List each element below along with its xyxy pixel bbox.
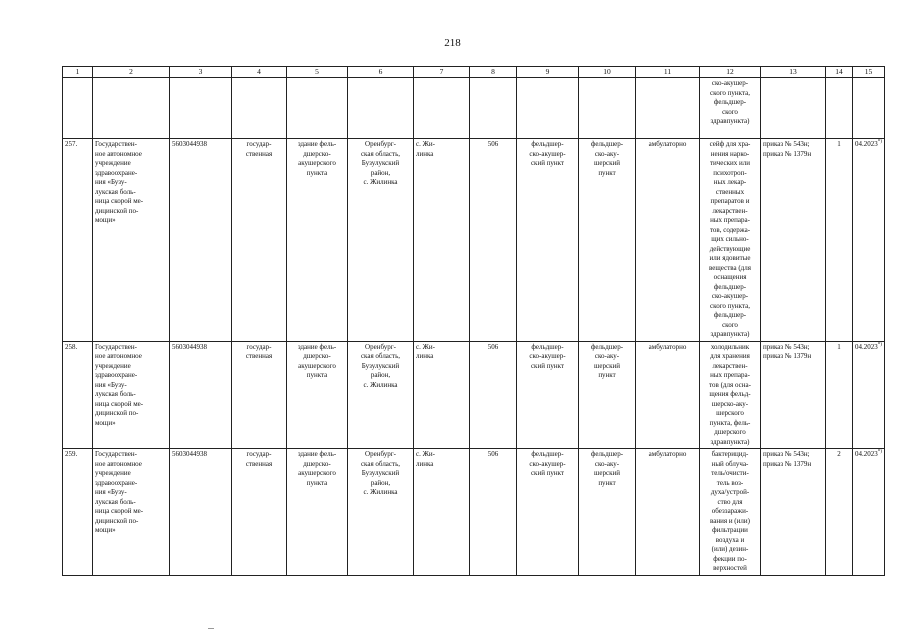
quantity-cell: 1	[826, 139, 853, 342]
ownership-cell: государ- ственная	[232, 341, 287, 449]
cell	[853, 78, 885, 139]
order-cell: приказ № 543н; приказ № 1379н	[761, 449, 826, 576]
inn-cell: 5603044938	[170, 341, 232, 449]
table-row	[63, 341, 885, 449]
footnote-mark: *)	[877, 139, 882, 145]
column-number: 14	[826, 67, 853, 78]
footnote-mark: *)	[877, 449, 882, 455]
quantity-cell: 1	[826, 341, 853, 449]
cell	[470, 78, 517, 139]
column-number: 6	[348, 67, 414, 78]
address-cell: Оренбург- ская область, Бузулукский район, с. Жилинка	[348, 341, 414, 449]
locality-cell: с. Жи- линка	[414, 341, 470, 449]
organization-cell: Государствен- ное автономное учреждение здравоохране- ния «Бузу- лукская боль- ница скорой ме- дицинской по- мощи»	[93, 341, 170, 449]
column-number: 9	[517, 67, 579, 78]
address-cell: Оренбург- ская область, Бузулукский район, с. Жилинка	[348, 139, 414, 342]
row-number-cell: 259.	[63, 449, 93, 576]
column-number: 5	[287, 67, 348, 78]
code-cell: 506	[470, 449, 517, 576]
building-cell: здание фель- дшерско- акушерского пункта	[287, 449, 348, 576]
unit-name-cell: фельдшер- ско-аку- шерский пункт	[579, 449, 636, 576]
equipment-cell: бактерицид- ный облуча- тель/очисти- тель воз- духа/устрой- ство для обеззаражи- вания и (или) фильтрации воздуха и (или) дезин- фекции по- верхностей	[700, 449, 761, 576]
unit-name-cell: фельдшер- ско-аку- шерский пункт	[579, 139, 636, 342]
unit-type-cell: фельдшер- ско-акушер- ский пункт	[517, 139, 579, 342]
cell	[287, 78, 348, 139]
column-number: 12	[700, 67, 761, 78]
page-number: 218	[444, 37, 461, 49]
care-form-cell: амбулаторно	[636, 341, 700, 449]
cell	[93, 78, 170, 139]
column-number: 8	[470, 67, 517, 78]
cell	[517, 78, 579, 139]
address-cell: Оренбург- ская область, Бузулукский район, с. Жилинка	[348, 449, 414, 576]
cell	[170, 78, 232, 139]
table-row	[63, 139, 885, 342]
inn-cell: 5603044938	[170, 449, 232, 576]
cell	[826, 78, 853, 139]
date-value: 04.2023	[855, 140, 878, 148]
equipment-continuation-cell: ско-акушер- ского пункта, фельдшер- ского здравпункта)	[700, 78, 761, 139]
order-cell: приказ № 543н; приказ № 1379н	[761, 139, 826, 342]
equipment-cell: холодильник для хранения лекарствен- ных препара- тов (для осна- щения фельд- шерско-аку- шерского пункта, фель- дшерского здравпункта)	[700, 341, 761, 449]
locality-cell: с. Жи- линка	[414, 139, 470, 342]
row-number-cell: 258.	[63, 341, 93, 449]
date-value: 04.2023	[855, 342, 878, 351]
table-row	[63, 449, 885, 576]
scan-mark	[208, 628, 214, 629]
continuation-row	[63, 78, 885, 139]
column-number: 10	[579, 67, 636, 78]
column-number: 13	[761, 67, 826, 78]
locality-cell: с. Жи- линка	[414, 449, 470, 576]
column-number: 7	[414, 67, 470, 78]
code-cell: 506	[470, 139, 517, 342]
date-cell	[853, 341, 885, 449]
column-number: 4	[232, 67, 287, 78]
row-number-cell: 257.	[63, 139, 93, 342]
column-number-row	[63, 67, 885, 78]
ownership-cell: государ- ственная	[232, 139, 287, 342]
ownership-cell: государ- ственная	[232, 449, 287, 576]
cell	[761, 78, 826, 139]
care-form-cell: амбулаторно	[636, 449, 700, 576]
unit-type-cell: фельдшер- ско-акушер- ский пункт	[517, 449, 579, 576]
building-cell: здание фель- дшерско- акушерского пункта	[287, 139, 348, 342]
footnote-mark: *)	[877, 342, 882, 348]
care-form-cell: амбулаторно	[636, 139, 700, 342]
registry-table	[62, 66, 885, 576]
date-value: 04.2023	[855, 450, 878, 458]
organization-cell: Государствен- ное автономное учреждение здравоохране- ния «Бузу- лукская боль- ница скорой ме- дицинской по- мощи»	[93, 449, 170, 576]
inn-cell: 5603044938	[170, 139, 232, 342]
order-cell: приказ № 543н; приказ № 1379н	[761, 341, 826, 449]
cell	[63, 78, 93, 139]
column-number: 3	[170, 67, 232, 78]
cell	[348, 78, 414, 139]
column-number: 2	[93, 67, 170, 78]
column-number: 15	[853, 67, 885, 78]
code-cell: 506	[470, 341, 517, 449]
column-number: 11	[636, 67, 700, 78]
cell	[232, 78, 287, 139]
equipment-cell: сейф для хра- нения нарко- тических или психотроп- ных лекар- ственных препаратов и лекарствен- ных препара- тов, содержа- щих сильно- действующие или ядовитые вещества (для оснащения фельдшер- ско-акушер- ского пункта, фельдшер- ского здравпункта)	[700, 139, 761, 342]
quantity-cell: 2	[826, 449, 853, 576]
cell	[579, 78, 636, 139]
unit-name-cell: фельдшер- ско-аку- шерский пункт	[579, 341, 636, 449]
unit-type-cell: фельдшер- ско-акушер- ский пункт	[517, 341, 579, 449]
date-cell	[853, 139, 885, 342]
building-cell: здание фель- дшерско- акушерского пункта	[287, 341, 348, 449]
column-number: 1	[63, 67, 93, 78]
organization-cell: Государствен- ное автономное учреждение здравоохране- ния «Бузу- лукская боль- ница скорой ме- дицинской по- мощи»	[93, 139, 170, 342]
cell	[414, 78, 470, 139]
date-cell	[853, 449, 885, 576]
cell	[636, 78, 700, 139]
